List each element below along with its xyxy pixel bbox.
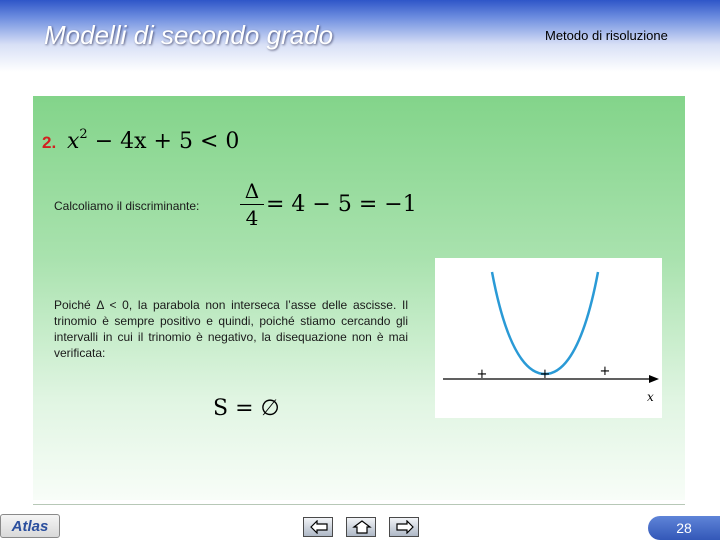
parabola-curve: [492, 272, 598, 374]
inequality-rest: − 4x + 5 < 0: [87, 129, 240, 154]
section-subtitle: Metodo di risoluzione: [545, 28, 668, 43]
footer-divider: [33, 504, 685, 505]
exercise-number: 2.: [42, 133, 57, 152]
home-icon: [352, 520, 372, 534]
previous-button[interactable]: [303, 517, 333, 537]
solution-set: S = ∅: [213, 396, 280, 421]
graph-svg: [435, 258, 662, 418]
fraction-denominator: 4: [245, 206, 259, 230]
inequality-variable: x: [67, 129, 80, 154]
atlas-logo: Atlas: [0, 514, 60, 538]
next-button[interactable]: [389, 517, 419, 537]
x-axis-arrow: [649, 375, 659, 383]
explanation-text: Poiché Δ < 0, la parabola non interseca l’asse delle ascisse. Il trinomio è sempre positivo e quindi, poiché stiamo cercando gli intervalli in cui il trinomio è negativo, la disequazione non è mai verificata:: [54, 298, 408, 360]
inequality: [67, 127, 239, 154]
inequality-exponent: 2: [79, 127, 88, 142]
slide-title: Modelli di secondo grado: [44, 20, 334, 50]
discriminant-result: = 4 − 5 = −1: [266, 192, 417, 217]
page-number: 28: [648, 516, 720, 540]
x-axis-label: x: [647, 390, 654, 404]
arrow-left-icon: [309, 520, 329, 534]
header-bar: [0, 0, 720, 72]
sign-plus-1: +: [476, 367, 488, 382]
sign-plus-3: +: [599, 364, 611, 379]
sign-plus-2: +: [539, 367, 551, 382]
fraction-bar: [240, 204, 264, 205]
discriminant-label: Calcoliamo il discriminante:: [54, 199, 200, 213]
parabola-graph: [435, 258, 662, 418]
home-button[interactable]: [346, 517, 376, 537]
discriminant-fraction: [240, 180, 264, 229]
fraction-numerator: Δ: [244, 179, 260, 203]
arrow-right-icon: [395, 520, 415, 534]
